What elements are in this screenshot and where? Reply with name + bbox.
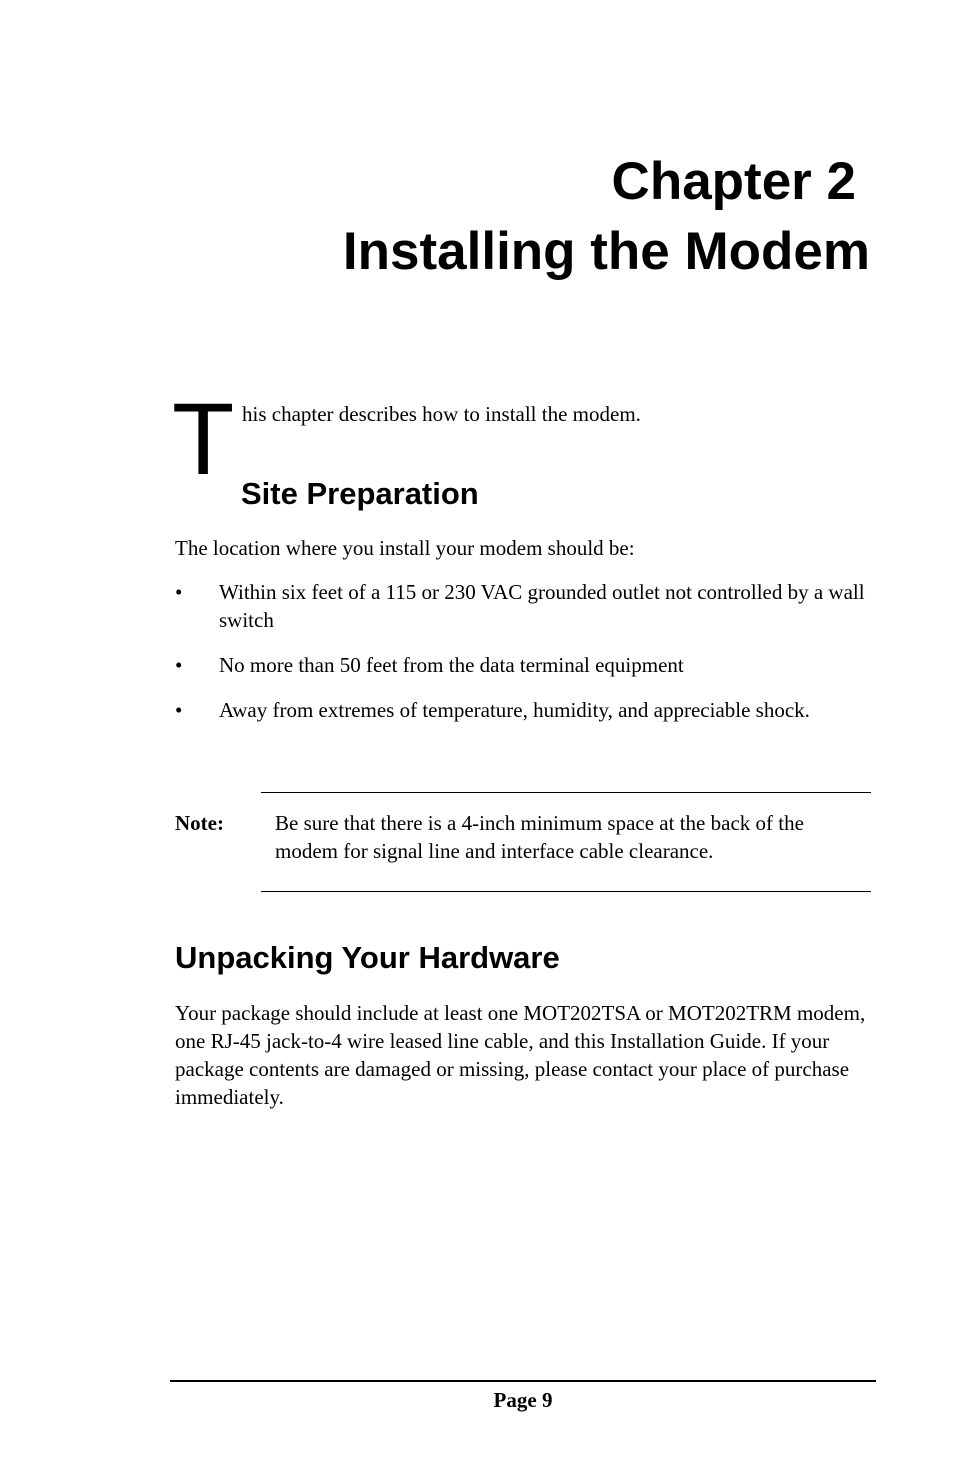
chapter-title: Installing the Modem (342, 222, 870, 281)
note-label: Note: (175, 811, 224, 835)
list-item-text: Within six feet of a 115 or 230 VAC grounded outlet not controlled by a wall switch (219, 580, 865, 632)
drop-cap: T (172, 382, 235, 496)
intro-text: his chapter describes how to install the modem. (242, 402, 641, 426)
bullet-mark: • (175, 653, 183, 677)
list-item-text: Away from extremes of temperature, humidity, and appreciable shock. (219, 698, 810, 722)
site-requirements-list (175, 578, 885, 741)
list-item (175, 651, 885, 679)
footer-rule (170, 1380, 876, 1382)
bullet-mark: • (175, 698, 183, 722)
unpacking-heading: Unpacking Your Hardware (175, 940, 560, 975)
unpacking-body: Your package should include at least one MOT202TSA or MOT202TRM modem, one RJ-45 jack-to-4 wire leased line cable, and this Installation Guide. If your package contents are damaged or missing, please contact your place of purchase immediately. (175, 1001, 866, 1109)
list-item-text: No more than 50 feet from the data terminal equipment (219, 653, 684, 677)
bullet-mark: • (175, 580, 183, 604)
list-item (175, 578, 885, 634)
chapter-number: Chapter 2 (611, 152, 856, 211)
site-preparation-lead: The location where you install your modem should be: (175, 536, 635, 560)
page-number: Page 9 (493, 1388, 553, 1412)
note-text: Be sure that there is a 4-inch minimum space at the back of the modem for signal line and interface cable clearance. (275, 811, 804, 863)
list-item (175, 696, 885, 724)
note-top-rule (261, 792, 871, 793)
site-preparation-heading: Site Preparation (241, 476, 479, 511)
note-bottom-rule (261, 891, 871, 892)
